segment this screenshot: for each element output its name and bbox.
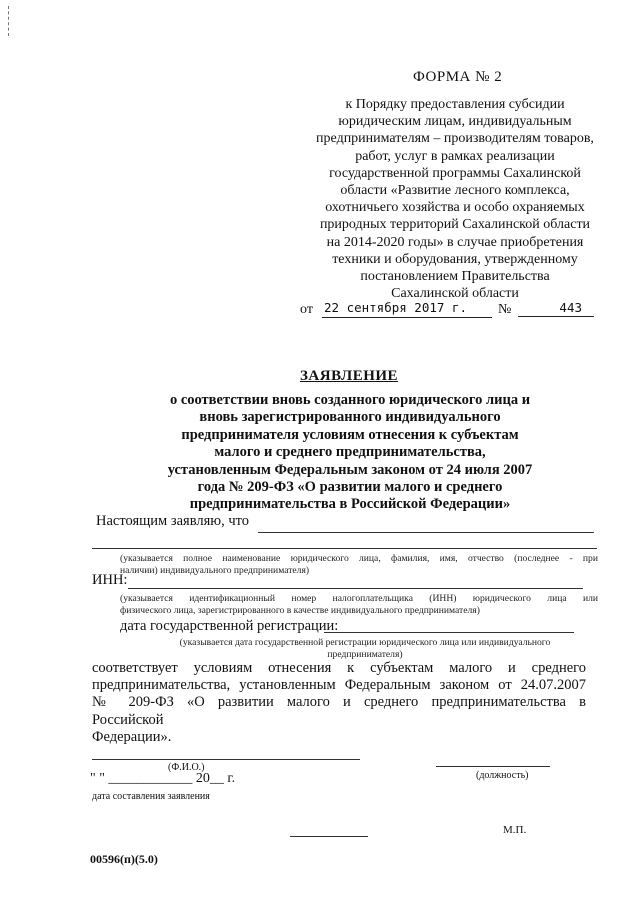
hint-line: (указывается идентификационный номер налогоплательщика (ИНН) юридического лица или [120, 593, 598, 604]
subtitle-line: вновь зарегистрированного индивидуального [199, 409, 501, 426]
application-date-hint: дата составления заявления [92, 791, 210, 802]
order-line: работ, услуг в рамках реализации [355, 148, 555, 164]
page-edge-mark [8, 6, 10, 36]
subtitle-line: предпринимательства в Российской Федерации» [189, 496, 511, 513]
subtitle-line: малого и среднего предпринимательства, [214, 444, 486, 461]
registration-date-label: дата государственной регистрации: [120, 618, 339, 634]
hint-line: (указывается дата государственной регистрации юридического лица или индивидуального [179, 637, 551, 648]
order-line: охотничьего хозяйства и особо охраняемых [325, 200, 585, 216]
applicant-name-field[interactable] [258, 532, 594, 533]
document-code: 00596(п)(5.0) [90, 852, 158, 866]
order-line: Сахалинской области [391, 286, 519, 302]
applicant-name-hint [120, 553, 598, 577]
fio-signature-field[interactable] [92, 759, 360, 760]
subtitle-line: года № 209-ФЗ «О развитии малого и среднего [197, 479, 503, 496]
order-line: государственной программы Сахалинской [329, 165, 581, 181]
position-hint: (должность) [476, 770, 529, 781]
subtitle-line: установленным Федеральным законом от 24 июля 2007 [167, 461, 533, 478]
application-date-field[interactable]: " " ____________ 20__ г. [90, 771, 236, 786]
registration-date-hint [150, 637, 580, 661]
order-line: предпринимателям – производителям товаров, [316, 131, 594, 147]
order-line: на 2014-2020 годы» в случае приобретения [326, 234, 584, 250]
subtitle-line: о соответствии вновь созданного юридического лица и [169, 392, 531, 408]
conclusion-line: № 209-ФЗ «О развитии малого и среднего предпринимательства в [92, 694, 586, 711]
resolution-number: 443 [518, 300, 594, 317]
order-line: постановлением Правительства [360, 269, 550, 285]
order-line: природных территорий Сахалинской области [319, 217, 591, 233]
conclusion-line: соответствует условиям отнесения к субъектам малого и среднего [92, 660, 586, 676]
signature-line[interactable] [290, 836, 368, 837]
stamp-place: М.П. [503, 824, 527, 836]
statement-title: ЗАЯВЛЕНИЕ [300, 368, 399, 384]
subtitle-line: предпринимателя условиям отнесения к субъектам [181, 426, 519, 443]
conclusion-text [92, 660, 586, 746]
inn-label: ИНН: [92, 572, 128, 588]
order-line: к Порядку предоставления субсидии [345, 97, 565, 112]
conclusion-line: предпринимательства, установленным Федеральным законом от 24.07.2007 [92, 677, 586, 694]
applicant-name-field-continued[interactable] [92, 548, 597, 549]
fio-hint: (Ф.И.О.) [168, 762, 205, 773]
resolution-date-number [300, 300, 600, 320]
statement-subtitle [150, 392, 550, 514]
inn-field[interactable] [128, 588, 583, 589]
declaration-label: Настоящим заявляю, что [96, 513, 250, 529]
number-sign: № [498, 302, 512, 317]
position-field[interactable] [436, 766, 550, 767]
registration-date-field[interactable] [324, 632, 574, 633]
hint-line: наличии) индивидуального предпринимателя) [120, 565, 310, 576]
order-line: юридическим лицам, индивидуальным [338, 114, 572, 130]
hint-line: (указывается полное наименование юридического лица, фамилия, имя, отчество (последнее - при [120, 553, 598, 564]
order-line: области «Развитие лесного комплекса, [340, 183, 570, 199]
from-prefix: от [300, 302, 313, 317]
order-reference [290, 96, 620, 302]
conclusion-line: Российской [92, 711, 164, 728]
order-line: техники и оборудования, утвержденному [332, 251, 578, 267]
conclusion-line: Федерации». [92, 728, 172, 745]
hint-line: предпринимателя) [327, 649, 403, 660]
form-number-title: ФОРМА № 2 [413, 69, 503, 85]
resolution-date: 22 сентября 2017 г. [322, 300, 492, 318]
inn-hint [120, 593, 598, 617]
hint-line: физического лица, зарегистрированного в качестве индивидуального предпринимателя) [120, 605, 480, 616]
